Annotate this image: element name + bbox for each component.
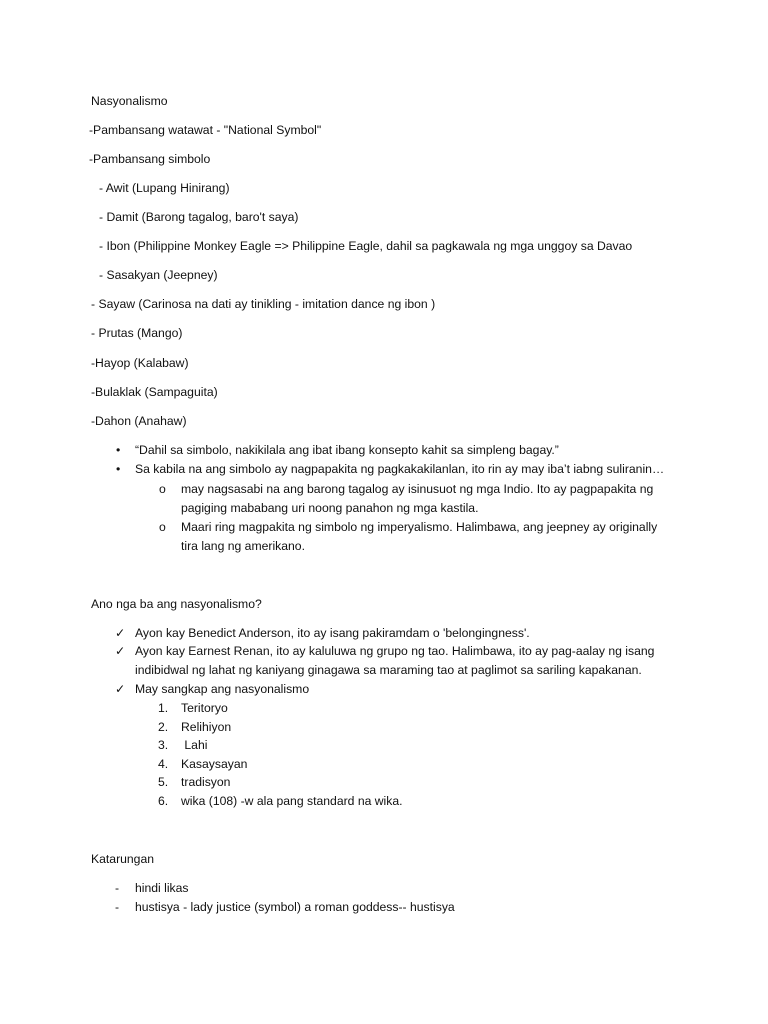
check-item: May sangkap ang nasyonalismo: [135, 682, 310, 696]
text-line: -Hayop (Kalabaw): [91, 356, 189, 370]
check-icon: ✓: [115, 644, 126, 658]
numbered-item: Teritoryo: [181, 701, 228, 715]
numbered-item: Relihiyon: [181, 720, 232, 734]
dash-item: hindi likas: [135, 881, 189, 895]
bullet-item: Sa kabila na ang simbolo ay nagpapakita ng pagkakakilanlan, ito rin ay may iba’t iabng suliranin…: [135, 462, 665, 476]
dash-marker: -: [115, 900, 120, 914]
text-line: - Damit (Barong tagalog, baro't saya): [99, 210, 299, 224]
numbered-item: Kasaysayan: [181, 757, 248, 771]
text-line: - Sayaw (Carinosa na dati ay tinikling - imitation dance ng ibon ): [91, 297, 436, 311]
numbered-item: Lahi: [181, 738, 208, 752]
text-line: - Sasakyan (Jeepney): [99, 268, 218, 282]
numbered-item: tradisyon: [181, 775, 231, 789]
section-heading-question: Ano nga ba ang nasyonalismo?: [91, 597, 262, 611]
text-line: - Prutas (Mango): [91, 326, 183, 340]
list-number: 3.: [158, 738, 169, 752]
text-line: -Pambansang simbolo: [89, 152, 211, 166]
numbered-item: wika (108) -w ala pang standard na wika.: [181, 794, 403, 808]
dash-marker: -: [115, 881, 120, 895]
bullet-item: “Dahil sa simbolo, nakikilala ang ibat ibang konsepto kahit sa simpleng bagay.”: [135, 443, 559, 457]
subbullet-line: tira lang ng amerikano.: [181, 539, 305, 553]
list-number: 1.: [158, 701, 169, 715]
text-line: -Pambansang watawat - "National Symbol": [89, 123, 322, 137]
list-number: 2.: [158, 720, 169, 734]
check-item-continuation: indibidwal ng lahat ng kaniyang ginagawa sa maraming tao at paglimot sa sariling kapakanan.: [135, 663, 642, 677]
text-line: - Ibon (Philippine Monkey Eagle => Philippine Eagle, dahil sa pagkawala ng mga unggoy sa Davao: [99, 239, 633, 253]
bullet-marker: •: [116, 443, 121, 457]
text-line: -Dahon (Anahaw): [91, 414, 187, 428]
check-item: Ayon kay Benedict Anderson, ito ay isang pakiramdam o 'belongingness'.: [135, 626, 530, 640]
list-number: 4.: [158, 757, 169, 771]
check-item: Ayon kay Earnest Renan, ito ay kaluluwa ng grupo ng tao. Halimbawa, ito ay pag-aalay ng isang: [135, 644, 655, 658]
section-heading-nasyonalismo: Nasyonalismo: [91, 94, 168, 108]
section-heading-katarungan: Katarungan: [91, 852, 155, 866]
circle-marker: o: [159, 482, 166, 496]
check-icon: ✓: [115, 682, 126, 696]
circle-marker: o: [159, 520, 166, 534]
text-line: - Awit (Lupang Hinirang): [99, 181, 230, 195]
subbullet-line: may nagsasabi na ang barong tagalog ay isinusuot ng mga Indio. Ito ay pagpapakita ng: [181, 482, 654, 496]
list-number: 6.: [158, 794, 169, 808]
subbullet-line: Maari ring magpakita ng simbolo ng imperyalismo. Halimbawa, ang jeepney ay originally: [181, 520, 658, 534]
list-number: 5.: [158, 775, 169, 789]
check-icon: ✓: [115, 626, 126, 640]
dash-item: hustisya - lady justice (symbol) a roman goddess-- hustisya: [135, 900, 455, 914]
subbullet-line: pagiging mababang uri noong panahon ng mga kastila.: [181, 501, 479, 515]
bullet-marker: •: [116, 462, 121, 476]
text-line: -Bulaklak (Sampaguita): [91, 385, 218, 399]
